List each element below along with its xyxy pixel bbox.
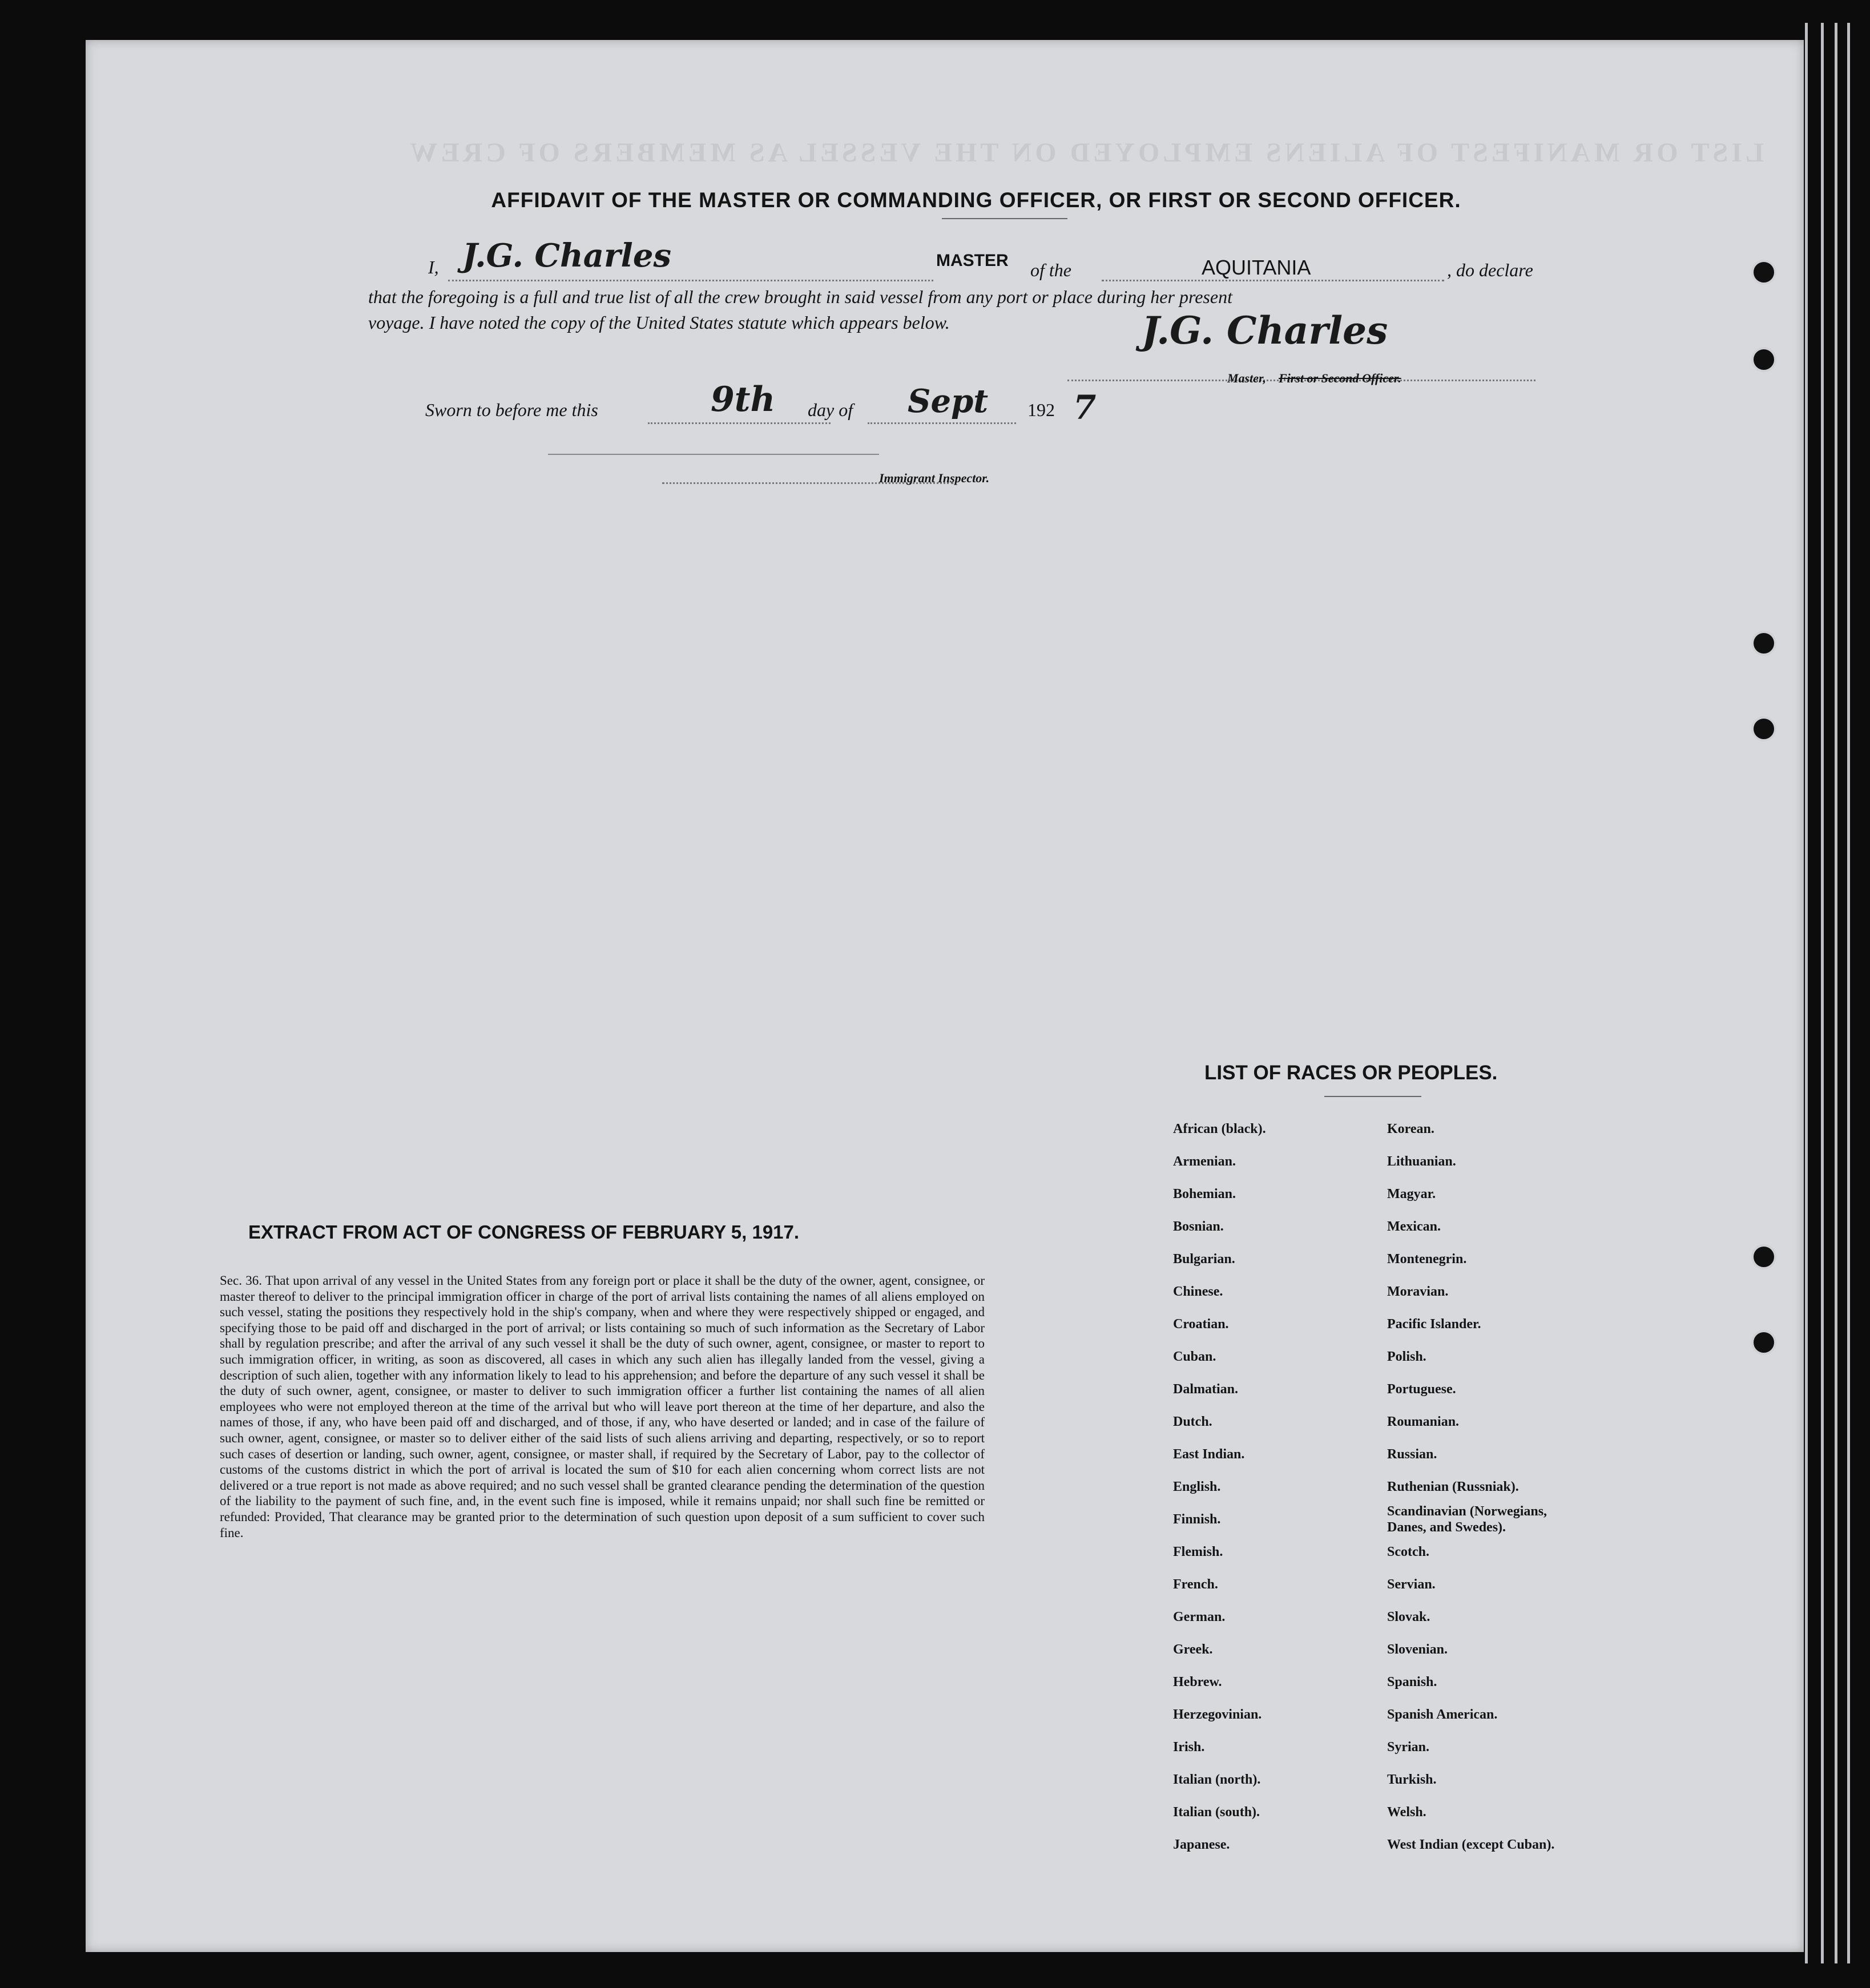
- race-item: Greek.: [1173, 1642, 1213, 1657]
- race-item: Scotch.: [1387, 1545, 1429, 1559]
- binder-hole: [1751, 347, 1776, 372]
- binder-hole: [1751, 716, 1776, 741]
- race-item: Italian (north).: [1173, 1772, 1261, 1787]
- race-item: Chinese.: [1173, 1284, 1223, 1299]
- race-item: Hebrew.: [1173, 1675, 1222, 1689]
- inspector-label: Immigrant Inspector.: [879, 471, 990, 485]
- race-item: Irish.: [1173, 1740, 1205, 1755]
- race-item: Portuguese.: [1387, 1382, 1456, 1397]
- race-item: Bulgarian.: [1173, 1252, 1235, 1267]
- race-item: Turkish.: [1387, 1772, 1437, 1787]
- race-item: Flemish.: [1173, 1545, 1223, 1559]
- race-item: Roumanian.: [1387, 1414, 1460, 1429]
- race-item: Finnish.: [1173, 1512, 1221, 1527]
- document-page: [86, 40, 1804, 1952]
- race-item: Croatian.: [1173, 1317, 1229, 1332]
- inspector-rule: [548, 454, 879, 455]
- race-item: Spanish.: [1387, 1675, 1437, 1689]
- sworn-prefix: Sworn to before me this: [425, 400, 598, 420]
- race-item: Moravian.: [1387, 1284, 1449, 1299]
- race-item: Mexican.: [1387, 1219, 1441, 1234]
- race-item: Polish.: [1387, 1349, 1426, 1364]
- binder-hole: [1751, 1330, 1776, 1355]
- race-item: Italian (south).: [1173, 1805, 1260, 1820]
- race-item: African (black).: [1173, 1122, 1266, 1136]
- race-item: Japanese.: [1173, 1837, 1230, 1852]
- race-item: Bohemian.: [1173, 1187, 1236, 1201]
- signer-struck-text: First or Second Officer.: [1279, 371, 1401, 385]
- name-dotted-line: [448, 280, 933, 281]
- binder-hole: [1751, 631, 1776, 656]
- month-dotted-line: [868, 422, 1016, 424]
- race-item: Syrian.: [1387, 1740, 1430, 1755]
- race-item: Slovenian.: [1387, 1642, 1448, 1657]
- race-item: Welsh.: [1387, 1805, 1426, 1820]
- extract-body: Sec. 36. That upon arrival of any vessel in the United States from any foreign port or place it shall be the duty of the owner, agent, consignee, or master thereof to deliver to the principal immigration officer in charge of the port of arrival lists containing the names of all aliens employed on such vessel, stating the positions they respectively hold in the ship's company, when and where they were respectively shipped or engaged, and specifying those to be paid off and discharged in the port of arrival; or lists containing so much of such information as the Secretary of Labor shall by regulation prescribe; and after the arrival of any such vessel it shall be the duty of such owner, agent, consignee, or master to report to such immigration officer, in writing, as soon as discovered, all cases in which any such alien has illegally landed from the vessel, giving a description of such alien, together with any information likely to lead to his apprehension; and before the departure of any such vessel it shall be the duty of such owner, agent, consignee, or master to deliver to such immigration officer a further list containing the names of all alien employees who were not employed thereon at the time of the arrival but who will leave port thereon at the time of her departure, and also the names of those, if any, who have been paid off and discharged, and of those, if any, who have deserted or landed; and in case of the failure of such owner, agent, consignee, or master so to deliver either of the said lists of such aliens arriving and departing, respectively, or so to report such cases of desertion or landing, such owner, agent, consignee, or master shall, if required by the Secretary of Labor, pay to the collector of customs of the customs district in which the port of arrival is located the sum of $10 for each alien concerning whom correct lists are not delivered or a true report is not made as above required; and no such vessel shall be granted clearance pending the determination of the question of the liability to the payment of such fine, and, in the event such fine is imposed, while it remains unpaid; nor shall such fine be remitted or refunded: Provided, That clearance may be granted prior to the determination of such question upon deposit of a sum sufficient to cover such fine.: [220, 1273, 985, 1540]
- extract-title: EXTRACT FROM ACT OF CONGRESS OF FEBRUARY 5, 1917.: [248, 1221, 800, 1243]
- statement-line-2: voyage. I have noted the copy of the United States statute which appears below.: [368, 312, 950, 333]
- vessel-dotted-line: [1102, 280, 1444, 281]
- race-item: West Indian (except Cuban).: [1387, 1837, 1555, 1852]
- affidavit-title: AFFIDAVIT OF THE MASTER OR COMMANDING OFFICER, OR FIRST OR SECOND OFFICER.: [491, 188, 1461, 212]
- race-item: Lithuanian.: [1387, 1154, 1456, 1169]
- of-the-label: of the: [1030, 260, 1071, 280]
- races-title-rule: [1324, 1096, 1421, 1097]
- year-prefix: 192: [1027, 400, 1055, 420]
- sworn-day: 9th: [711, 380, 776, 420]
- statement-line-1: that the foregoing is a full and true list of all the crew brought in said vessel from any port or place during her present: [368, 287, 1232, 307]
- race-item: Pacific Islander.: [1387, 1317, 1481, 1332]
- binder-hole: [1751, 260, 1776, 285]
- race-item: German.: [1173, 1610, 1226, 1624]
- races-title: LIST OF RACES OR PEOPLES.: [1204, 1062, 1498, 1084]
- race-item: Korean.: [1387, 1122, 1434, 1136]
- vessel-name: AQUITANIA: [1202, 256, 1311, 279]
- do-declare-label: , do declare: [1447, 260, 1533, 280]
- race-item: Montenegrin.: [1387, 1252, 1467, 1267]
- year-suffix: 7: [1073, 388, 1097, 427]
- race-item: Slovak.: [1387, 1610, 1430, 1624]
- title-rule: [942, 218, 1067, 219]
- sworn-month: Sept: [908, 382, 989, 420]
- bleed-through-text: LIST OR MANIFEST OF ALIENS EMPLOYED ON THE VESSEL AS MEMBERS OF CREW: [406, 138, 1764, 168]
- race-item: Bosnian.: [1173, 1219, 1224, 1234]
- race-item: French.: [1173, 1577, 1218, 1592]
- role-label: MASTER: [936, 251, 1009, 270]
- race-item: Magyar.: [1387, 1187, 1436, 1201]
- race-item: Ruthenian (Russniak).: [1387, 1479, 1519, 1494]
- race-item: English.: [1173, 1479, 1221, 1494]
- race-item: Herzegovinian.: [1173, 1707, 1262, 1722]
- races-column-1: [1173, 1113, 1266, 1861]
- master-signature: J.G. Charles: [1142, 308, 1388, 353]
- master-signature-name: J.G. Charles: [462, 237, 671, 275]
- page-edges: [1805, 23, 1862, 1963]
- day-of-label: day of: [808, 400, 853, 420]
- race-item: Russian.: [1387, 1447, 1437, 1462]
- binder-hole: [1751, 1244, 1776, 1269]
- race-item: Dutch.: [1173, 1414, 1212, 1429]
- race-item: East Indian.: [1173, 1447, 1245, 1462]
- signer-title-label: Master,: [1227, 371, 1266, 385]
- race-item: Cuban.: [1173, 1349, 1216, 1364]
- races-column-2: [1387, 1113, 1581, 1861]
- race-item: Spanish American.: [1387, 1707, 1498, 1722]
- race-item: Scandinavian (Norwegians, Danes, and Swedes).: [1387, 1504, 1547, 1535]
- race-item: Dalmatian.: [1173, 1382, 1238, 1397]
- race-item: Servian.: [1387, 1577, 1436, 1592]
- race-item: Armenian.: [1173, 1154, 1236, 1169]
- day-dotted-line: [648, 422, 831, 424]
- declaration-prefix: I,: [428, 257, 439, 277]
